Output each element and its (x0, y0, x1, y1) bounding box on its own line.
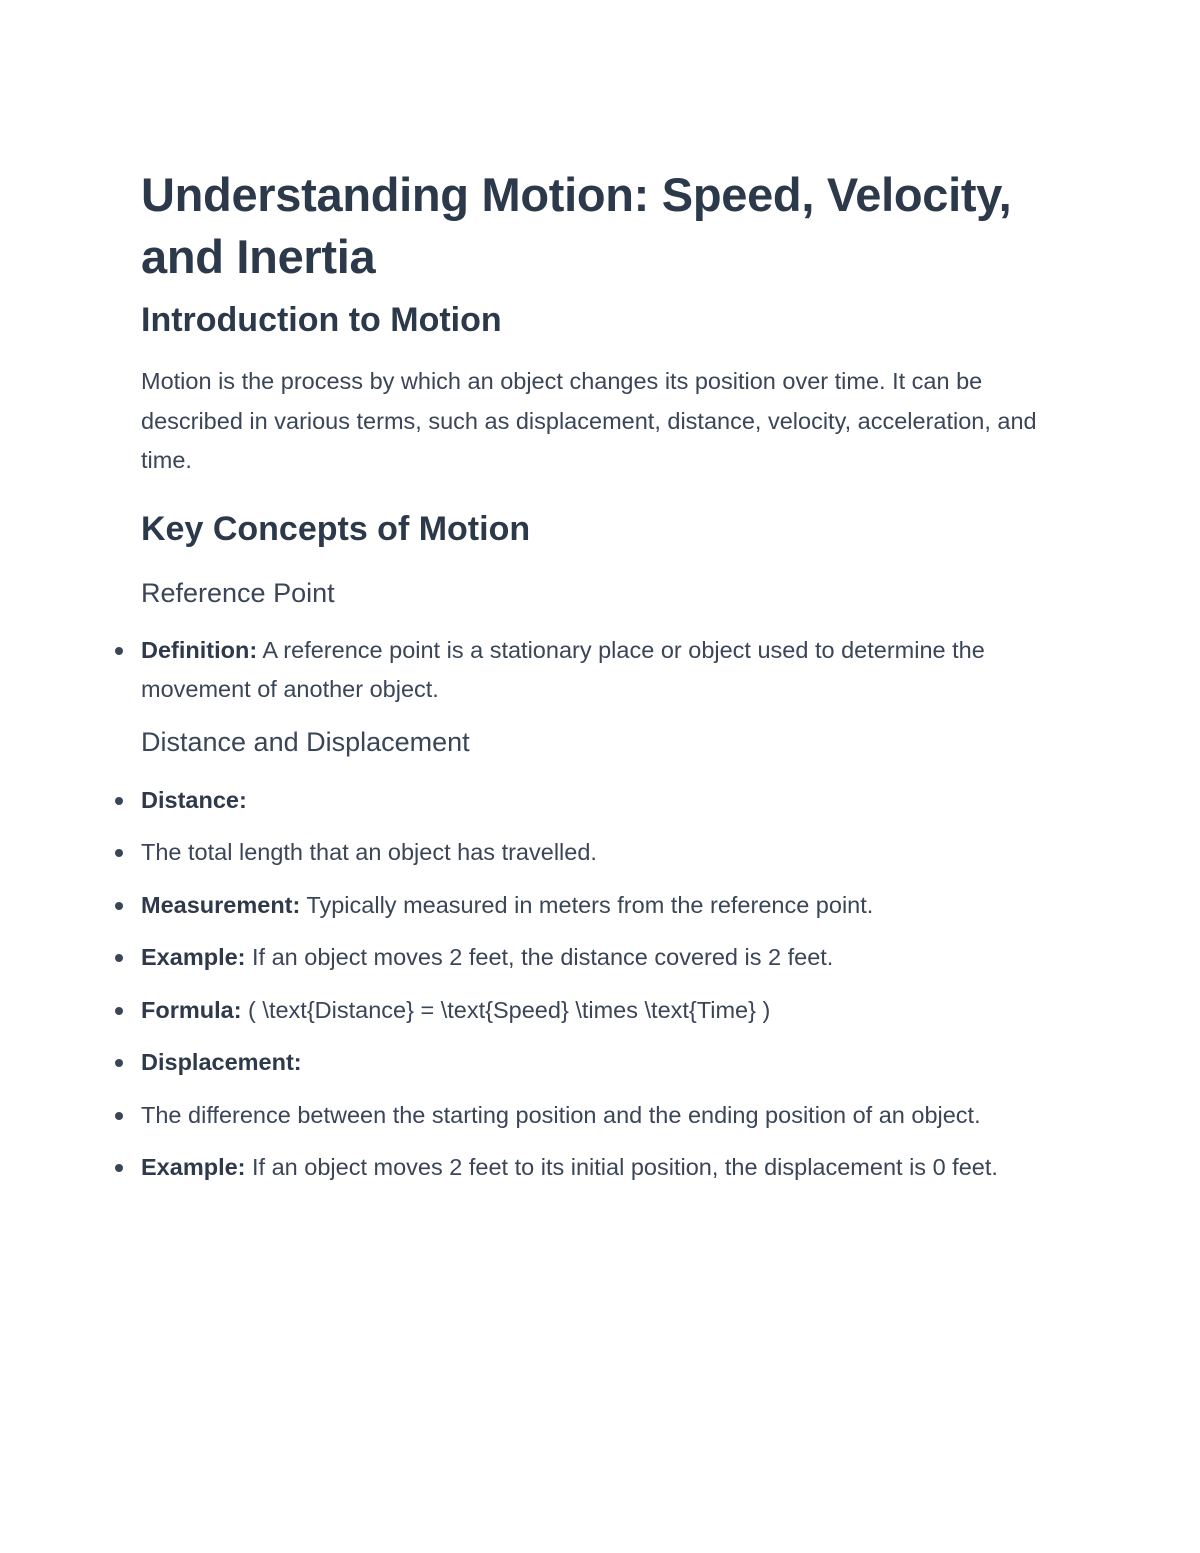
bullet-icon (115, 1059, 123, 1067)
list-item-displacement (141, 1043, 1071, 1083)
list-item (141, 991, 1071, 1031)
subheading-reference-point: Reference Point (141, 577, 335, 608)
bullet-icon (115, 1164, 123, 1172)
formula-label: Formula: (141, 996, 242, 1023)
measurement-text: Typically measured in meters from the reference point. (300, 891, 874, 918)
bullet-icon (115, 849, 123, 857)
distance-displacement-list (141, 781, 1071, 821)
list-item (141, 1096, 1071, 1136)
displacement-sublist (141, 1096, 1071, 1188)
reference-point-list (141, 631, 1071, 710)
formula-text: ( \text{Distance} = \text{Speed} \times \text{Time} ) (241, 996, 771, 1023)
bullet-icon (115, 902, 123, 910)
example-text: If an object moves 2 feet, the distance covered is 2 feet. (245, 944, 834, 970)
list-item (141, 833, 1071, 873)
displacement-definition-text: The difference between the starting position and the ending position of an object. (141, 1101, 981, 1128)
section-heading-introduction: Introduction to Motion (141, 301, 502, 339)
section-heading-key-concepts: Key Concepts of Motion (141, 509, 531, 548)
example-text: If an object moves 2 feet to its initial position, the displacement is 0 feet. (245, 1154, 998, 1180)
list-item (141, 1148, 1071, 1188)
bullet-icon (115, 1112, 123, 1120)
definition-label: Definition: (141, 636, 258, 663)
definition-text: A reference point is a stationary place or object used to determine the movement of another object. (141, 636, 985, 702)
distance-label: Distance: (141, 786, 247, 813)
displacement-list (141, 1043, 1071, 1083)
distance-sublist (141, 833, 1071, 1030)
intro-paragraph: Motion is the process by which an object changes its position over time. It can be described in various terms, such as displacement, distance, velocity, acceleration, and time. (141, 368, 1037, 473)
bullet-icon (115, 797, 123, 805)
bullet-icon (115, 954, 123, 962)
list-item-distance (141, 781, 1071, 821)
list-item (141, 938, 1071, 978)
distance-definition-text: The total length that an object has travelled. (141, 839, 597, 865)
example-label: Example: (141, 944, 246, 970)
bullet-icon (115, 1007, 123, 1015)
bullet-icon (115, 647, 123, 655)
displacement-label: Displacement: (141, 1049, 302, 1075)
list-item (141, 631, 1071, 710)
example-label: Example: (141, 1154, 246, 1180)
document-title: Understanding Motion: Speed, Velocity, and Inertia (141, 168, 1012, 283)
list-item (141, 886, 1071, 926)
measurement-label: Measurement: (141, 891, 301, 918)
subheading-distance-displacement: Distance and Displacement (141, 726, 470, 757)
document-page (141, 164, 1071, 1188)
